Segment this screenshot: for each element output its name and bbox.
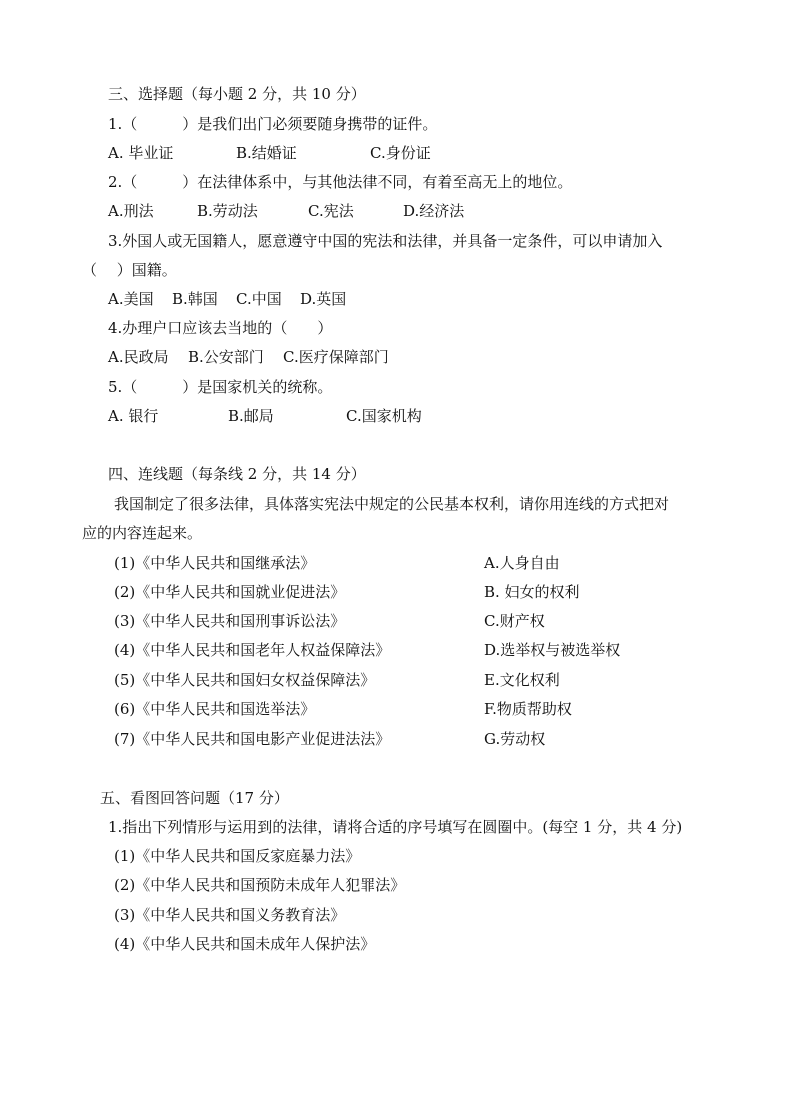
q1-option-c: C.身份证	[370, 144, 431, 162]
match-right-b: B. 妇女的权利	[484, 583, 580, 601]
q3-option-a: A.美国	[108, 290, 154, 308]
q2-option-a: A.刑法	[108, 202, 154, 220]
q2-option-b: B.劳动法	[197, 202, 258, 220]
law-1: (1)《中华人民共和国反家庭暴力法》	[114, 847, 361, 865]
match-left-7: (7)《中华人民共和国电影产业促进法法》	[114, 730, 391, 748]
match-right-f: F.物质帮助权	[484, 700, 572, 718]
match-left-6: (6)《中华人民共和国选举法》	[114, 700, 316, 718]
match-right-d: D.选举权与被选举权	[484, 641, 621, 659]
q3-stem: 3.外国人或无国籍人，愿意遵守中国的宪法和法律，并具备一定条件，可以申请加入	[108, 232, 663, 250]
match-left-4: (4)《中华人民共和国老年人权益保障法》	[114, 641, 391, 659]
match-right-e: E.文化权利	[484, 671, 560, 689]
q1-option-a: A. 毕业证	[108, 144, 174, 162]
q1-stem: 1.（ ）是我们出门必须要随身携带的证件。	[108, 115, 438, 133]
q4-option-a: A.民政局	[108, 348, 169, 366]
q2-option-c: C.宪法	[308, 202, 354, 220]
q2-stem: 2.（ ）在法律体系中，与其他法律不同，有着至高无上的地位。	[108, 173, 573, 191]
q3-option-c: C.中国	[236, 290, 282, 308]
q4-option-c: C.医疗保障部门	[283, 348, 389, 366]
q4-option-b: B.公安部门	[188, 348, 264, 366]
section-5-title: 五、看图回答问题（17 分）	[100, 789, 289, 807]
q4-stem: 4.办理户口应该去当地的（ ）	[108, 319, 333, 337]
law-2: (2)《中华人民共和国预防未成年人犯罪法》	[114, 876, 406, 894]
q5-option-a: A. 银行	[108, 407, 159, 425]
match-left-5: (5)《中华人民共和国妇女权益保障法》	[114, 671, 376, 689]
match-left-3: (3)《中华人民共和国刑事诉讼法》	[114, 612, 346, 630]
match-right-g: G.劳动权	[484, 730, 546, 748]
q2-option-d: D.经济法	[403, 202, 465, 220]
q3-option-d: D.英国	[300, 290, 347, 308]
section-4-intro-1: 我国制定了很多法律，具体落实宪法中规定的公民基本权利，请你用连线的方式把对	[114, 495, 670, 513]
match-right-a: A.人身自由	[484, 554, 560, 572]
section-5-q1: 1.指出下列情形与运用到的法律，请将合适的序号填写在圆圈中。(每空 1 分，共 4 分)	[108, 818, 683, 836]
match-left-2: (2)《中华人民共和国就业促进法》	[114, 583, 346, 601]
q1-option-b: B.结婚证	[236, 144, 297, 162]
law-4: (4)《中华人民共和国未成年人保护法》	[114, 935, 376, 953]
q3-stem-continued: （ ）国籍。	[82, 261, 177, 279]
q5-option-b: B.邮局	[228, 407, 274, 425]
section-4-intro-2: 应的内容连起来。	[82, 524, 203, 542]
section-4-title: 四、连线题（每条线 2 分，共 14 分）	[108, 465, 366, 483]
match-left-1: (1)《中华人民共和国继承法》	[114, 554, 316, 572]
q5-option-c: C.国家机构	[346, 407, 422, 425]
q3-option-b: B.韩国	[172, 290, 218, 308]
section-3-title: 三、选择题（每小题 2 分，共 10 分）	[108, 85, 366, 103]
law-3: (3)《中华人民共和国义务教育法》	[114, 906, 346, 924]
match-right-c: C.财产权	[484, 612, 545, 630]
q5-stem: 5.（ ）是国家机关的统称。	[108, 378, 333, 396]
